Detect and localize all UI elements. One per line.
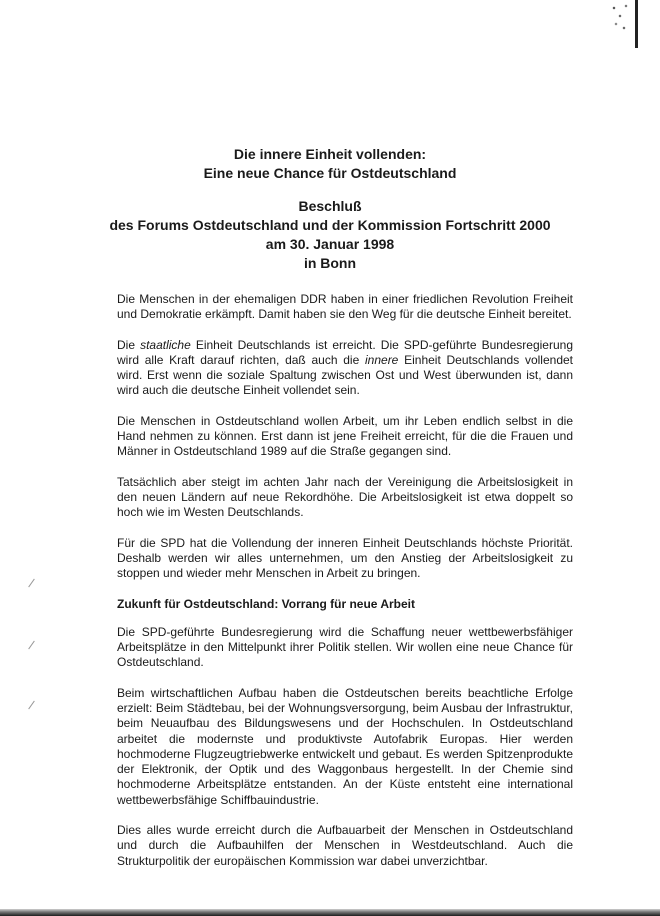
paragraph-text: Einheit Deutschlands ist erreicht. Die SPD-geführte Bundesregierung wird alle Kraft darauf richten, daß auch die [117,337,573,367]
resolution-date: am 30. Januar 1998 [265,236,395,252]
paragraph: Dies alles wurde erreicht durch die Aufbauarbeit der Menschen in Ostdeutschland und durch die Aufbauhilfen der Menschen in Westdeutschland. Auch die Strukturpolitik der europäischen Kommission war dabei unverzichtbar. [117,823,573,868]
resolution-heading: Beschluß [298,198,362,214]
scan-artifact-tick [28,641,35,650]
resolution-place: in Bonn [303,255,357,271]
scan-artifact-bottom-edge [0,909,660,916]
emphasis-text: staatliche [140,337,191,352]
paragraph: Die Menschen in Ostdeutschland wollen Arbeit, um ihr Leben endlich selbst in die Hand nehmen zu können. Erst dann ist jene Freiheit erreicht, für die die Frauen und Männer in Ostdeutschland 1989 auf die Straße gegangen sind. [117,413,573,459]
paragraph: Beim wirtschaftlichen Aufbau haben die Ostdeutschen bereits beachtliche Erfolge erzielt: Beim Städtebau, bei der Wohnungsversorgung, beim Ausbau der Infrastruktur, beim Neuaufbau des Bildungswesens und der Hochschulen. In Ostdeutschland arbeitet die modernste und produktivste Autofabrik Europas. Hier werden hochmoderne Flugzeugtriebwerke entwickelt und gebaut. Es werden Spitzenprodukte der Elektronik, der Optik und des Waggonbaus hergestellt. In der Chemie sind hochmoderne Arbeitsplätze entstanden. An der Küste entsteht eine international wettbewerbsfähige Schiffbauindustrie. [117,685,573,807]
paragraph-text: Die [117,337,141,352]
paragraph: Für die SPD hat die Vollendung der inneren Einheit Deutschlands höchste Priorität. Deshalb werden wir alles unternehmen, um den Anstieg der Arbeitslosigkeit zu stoppen und wieder mehr Menschen in Arbeit zu bringen. [117,535,573,581]
paragraph: Die Menschen in der ehemaligen DDR haben in einer friedlichen Revolution Freiheit und Demokratie erkämpft. Damit haben sie den Weg für die deutsche Einheit bereitet. [117,292,573,322]
scan-artifact-specks [610,2,632,32]
scan-artifact-tick [28,701,35,710]
resolution-issuer: des Forums Ostdeutschland und der Kommission Fortschritt 2000 [109,217,551,233]
title-gap [0,183,660,197]
scan-artifact-edge-mark [635,0,638,48]
document-body [117,292,573,884]
subtitle-line: Eine neue Chance für Ostdeutschland [203,165,457,181]
paragraph: Die SPD-geführte Bundesregierung wird die Schaffung neuer wettbewerbsfähiger Arbeitsplätze in den Mittelpunkt ihrer Politik stellen. Wir wollen eine neue Chance für Ostdeutschland. [117,624,573,670]
paragraph [117,338,573,399]
emphasis-text: innere [365,352,399,367]
scan-artifact-tick [28,579,35,588]
paragraph-text: Einheit Deutschlands vollendet wird. Erst wenn die soziale Spaltung zwischen Ost und West überwunden ist, dann wird auch die deutsche Einheit vollendet sein. [117,352,573,398]
section-heading: Zukunft für Ostdeutschland: Vorrang für neue Arbeit [117,597,416,612]
document-title-block [0,145,660,273]
title-line: Die innere Einheit vollenden: [233,146,427,162]
paragraph: Tatsächlich aber steigt im achten Jahr nach der Vereinigung die Arbeitslosigkeit in den neuen Ländern auf neue Rekordhöhe. Die Arbeitslosigkeit ist etwa doppelt so hoch wie im Westen Deutschlands. [117,474,573,520]
